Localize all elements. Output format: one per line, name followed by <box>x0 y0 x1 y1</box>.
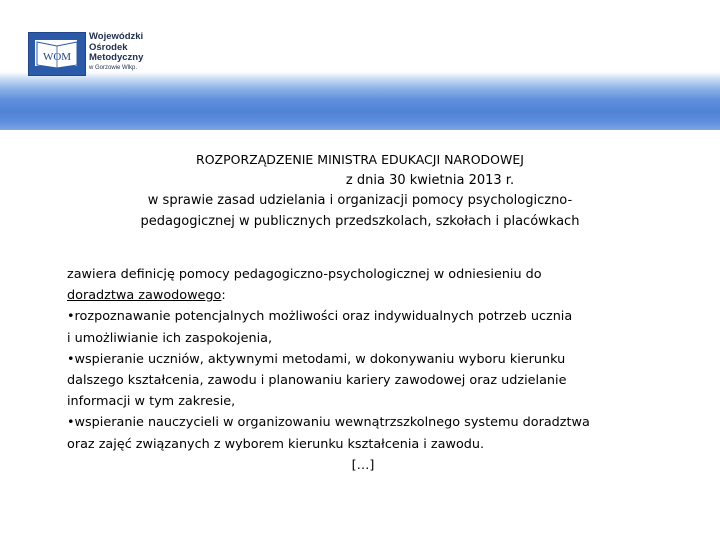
header-band <box>0 0 720 130</box>
intro-line-2: doradztwa zawodowego: <box>67 288 226 304</box>
logo-mark <box>28 32 86 76</box>
wom-logo <box>28 32 162 76</box>
title-line-1: ROZPORZĄDZENIE MINISTRA EDUKACJI NARODOWEJ <box>196 152 524 167</box>
title-line-3: w sprawie zasad udzielania i organizacji pomocy psychologiczno- <box>147 193 573 208</box>
logo-mark-text: WOM <box>42 51 72 63</box>
title-line-4: pedagogicznej w publicznych przedszkolach, szkołach i placówkach <box>140 213 580 229</box>
bullet-3-line-2: oraz zajęć związanych z wyborem kierunku kształcenia i zawodu. <box>67 436 485 452</box>
bullet-1-line-1: •rozpoznawanie potencjalnych możliwości oraz indywidualnych potrzeb ucznia <box>67 309 573 325</box>
bullet-3-line-1: •wspieranie nauczycieli w organizowaniu wewnątrzszkolnego systemu doradztwa <box>67 415 590 431</box>
bullet-2-line-1: •wspieranie uczniów, aktywnymi metodami, w dokonywaniu wyboru kierunku <box>67 351 566 367</box>
logo-text: Wojewódzki Ośrodek Metodyczny w Gorzowie Wlkp. <box>89 31 144 71</box>
regulation-title <box>0 150 720 232</box>
title-line-2: z dnia 30 kwietnia 2013 r. <box>345 172 515 188</box>
bullet-1-line-2: i umożliwianie ich zaspokojenia, <box>67 330 273 346</box>
bullet-2-line-2: dalszego kształcenia, zawodu i planowaniu kariery zawodowej oraz udzielanie <box>67 373 567 389</box>
underlined-term: doradztwa zawodowego <box>67 288 222 304</box>
intro-line-1: zawiera definicję pomocy pedagogiczno-psychologicznej w odniesieniu do <box>67 267 542 282</box>
bullet-2-line-3: informacji w tym zakresie, <box>67 394 236 410</box>
definition-text <box>67 264 667 476</box>
logo-book-icon <box>29 33 85 75</box>
omission-mark: […] <box>351 457 375 473</box>
